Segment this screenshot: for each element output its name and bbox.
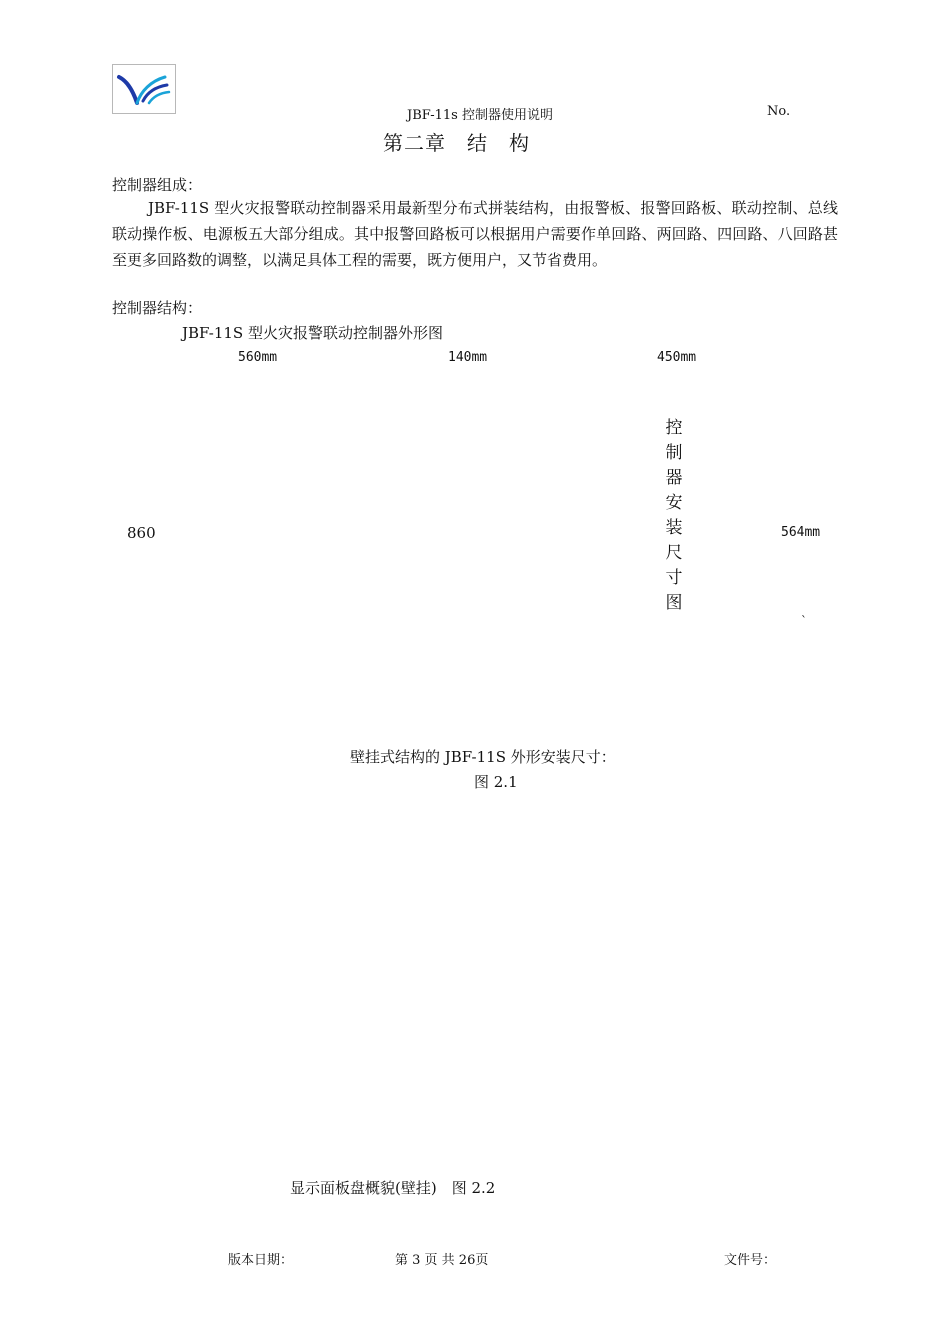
- dimension-height: 860: [127, 524, 156, 542]
- tick-mark: `: [801, 614, 807, 628]
- footer-page-info: 第 3 页 共 26页: [395, 1253, 489, 1268]
- vertical-char: 装: [665, 518, 683, 538]
- vertical-char: 器: [665, 468, 683, 488]
- dimension-depth: 140mm: [448, 350, 488, 365]
- structure-heading: 控制器结构：: [112, 299, 203, 317]
- company-logo-icon: [113, 65, 175, 113]
- vertical-char: 控: [665, 418, 683, 438]
- dimension-mount-width: 450mm: [657, 350, 697, 365]
- footer-file-number: 文件号：: [724, 1253, 777, 1268]
- figure-caption-2-1-text: 壁挂式结构的 JBF-11S 外形安装尺寸：: [350, 748, 616, 766]
- install-dimension-vertical-label: [663, 416, 685, 616]
- vertical-char: 制: [665, 443, 683, 463]
- figure-caption-2-2: 显示面板盘概貌(壁挂) 图 2.2: [290, 1179, 496, 1197]
- vertical-char: 图: [665, 593, 683, 613]
- vertical-char: 安: [665, 493, 683, 513]
- composition-paragraph: JBF-11S 型火灾报警联动控制器采用最新型分布式拼装结构，由报警板、报警回路板、联动控制、总线联动操作板、电源板五大部分组成。其中报警回路板可以根据用户需要作单回路、两回路、四回路、八回路甚至更多回路数的调整，以满足具体工程的需要，既方便用户，又节省费用。: [112, 199, 838, 269]
- chapter-title: 第二章 结 构: [383, 131, 530, 155]
- composition-heading: 控制器组成：: [112, 176, 203, 194]
- document-title: JBF-11s 控制器使用说明: [407, 108, 553, 123]
- dimension-width: 560mm: [238, 350, 278, 365]
- dimension-mount-height: 564mm: [781, 525, 821, 540]
- vertical-char: 寸: [665, 568, 683, 588]
- footer-version-date: 版本日期：: [228, 1253, 294, 1268]
- document-number-label: No.: [767, 104, 791, 119]
- vertical-char: 尺: [665, 543, 683, 563]
- figure-title: JBF-11S 型火灾报警联动控制器外形图: [182, 324, 443, 342]
- figure-caption-2-1-number: 图 2.1: [474, 773, 518, 791]
- company-logo: [112, 64, 176, 114]
